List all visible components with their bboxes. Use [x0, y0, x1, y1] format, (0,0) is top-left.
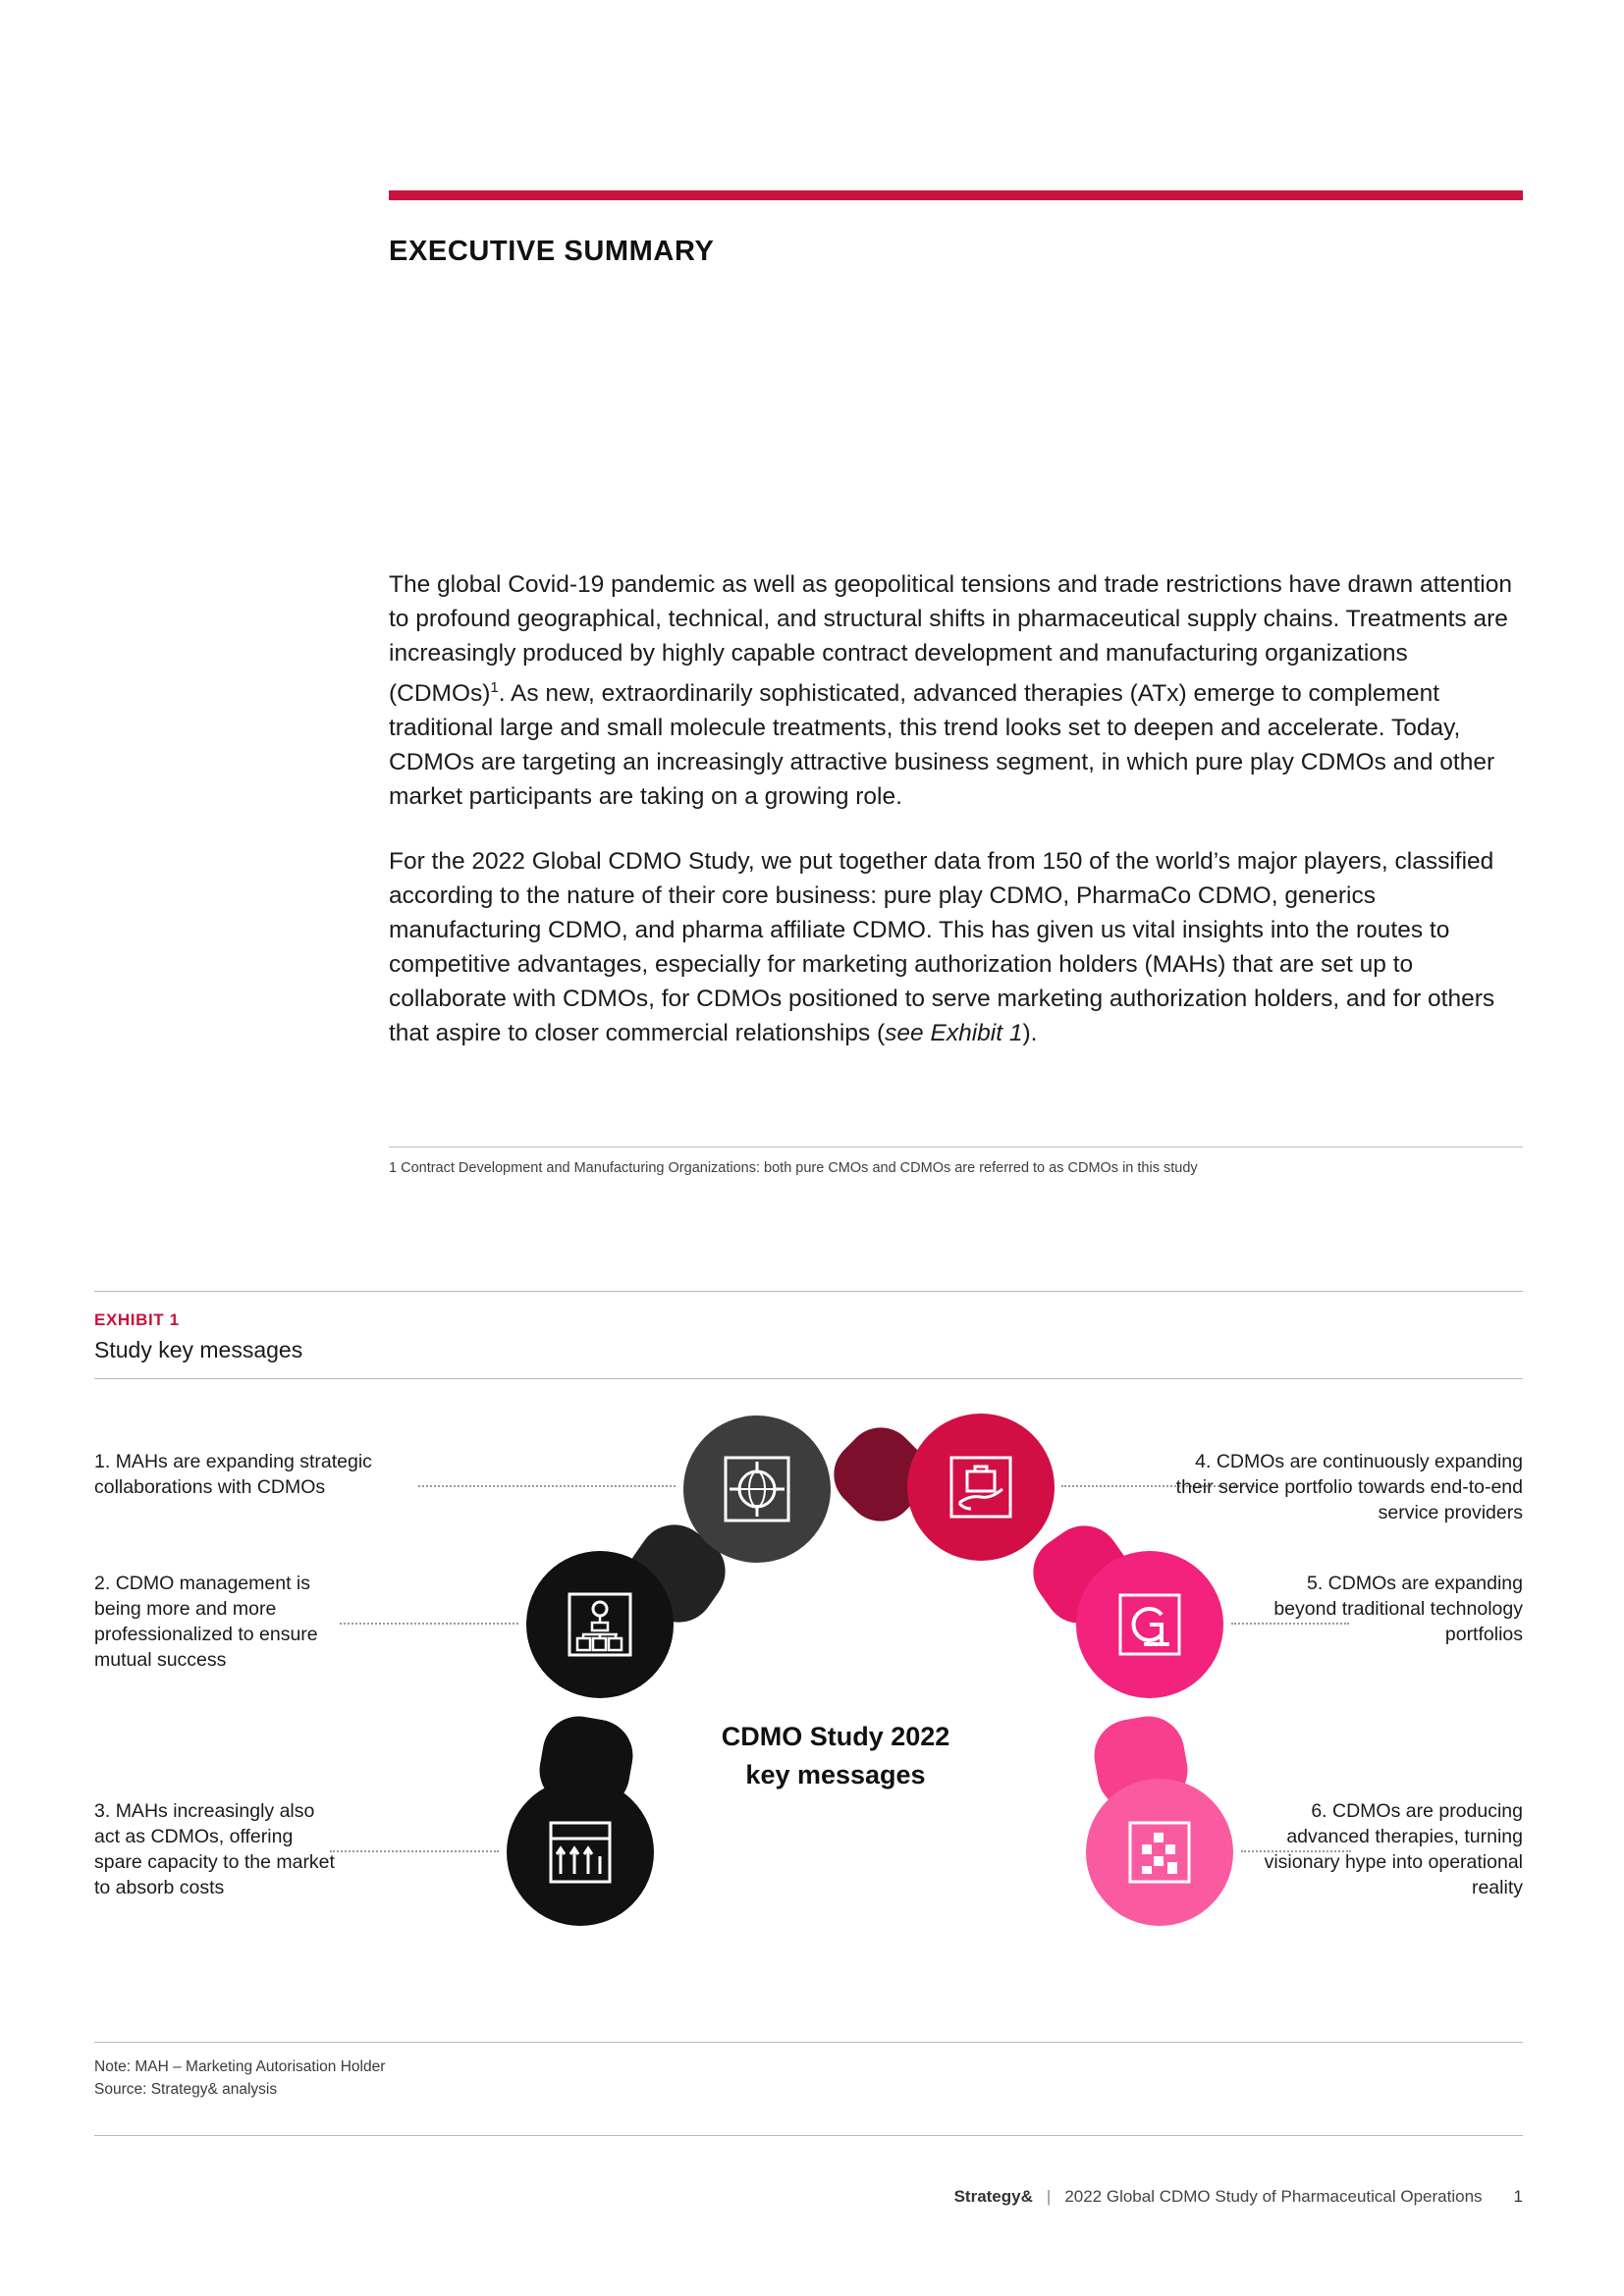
- notes-divider: [94, 2042, 1523, 2043]
- callout-6-number: 6.: [1311, 1800, 1327, 1822]
- hub-line-1: CDMO Study 2022: [721, 1722, 950, 1751]
- leader-line-3: [330, 1850, 499, 1852]
- node-2-team-management: [526, 1551, 674, 1698]
- callout-1-text: MAHs are expanding strategic collaborations with CDMOs: [94, 1451, 372, 1498]
- paragraph-2-part-1: For the 2022 Global CDMO Study, we put together data from 150 of the world’s major players, classified according to the nature of their core business: pure play CDMO, PharmaCo CDMO, generics manufacturing CDMO, and pharma affiliate CDMO. This has given us vital insights into the routes to competitive advantages, especially for marketing authorization holders (MAHs) that are set up to collaborate with CDMOs, for CDMOs positioned to serve marketing authorization holders, and for others that aspire to closer commercial relationships (: [389, 848, 1495, 1047]
- footnote-marker: 1: [490, 679, 499, 696]
- paragraph-1: [389, 567, 1523, 814]
- key-messages-diagram: [94, 1394, 1523, 2027]
- exhibit-mid-divider: [94, 1378, 1523, 1379]
- exhibit-label: EXHIBIT 1: [94, 1310, 180, 1329]
- node-5-mri-scanner: [1076, 1551, 1223, 1698]
- callout-5-number: 5.: [1306, 1573, 1324, 1594]
- exhibit-top-divider: [94, 1291, 1523, 1292]
- callout-6: [1253, 1798, 1523, 1900]
- mri-scanner-icon: [1114, 1589, 1185, 1660]
- footer-title: 2022 Global CDMO Study of Pharmaceutical Operations: [1064, 2187, 1483, 2206]
- callout-4-number: 4.: [1195, 1451, 1212, 1472]
- node-1-globe-target: [683, 1415, 831, 1563]
- footer-page-number: 1: [1513, 2187, 1523, 2206]
- callout-2-number: 2.: [94, 1573, 111, 1594]
- callout-5: [1272, 1571, 1523, 1647]
- footnote-divider: [389, 1147, 1523, 1148]
- page-footer: [954, 2187, 1523, 2207]
- paragraph-1-part-2: . As new, extraordinarily sophisticated, advanced therapies (ATx) emerge to complement traditional large and small molecule treatments, this trend looks set to deepen and accelerate. Today, CDMOs are targeting an increasingly attractive business segment, in which pure play CDMOs and other market participants are taking on a growing role.: [389, 680, 1495, 811]
- callout-6-text: CDMOs are producing advanced therapies, turning visionary hype into operational reality: [1264, 1800, 1523, 1898]
- header-accent-rule: [389, 190, 1523, 200]
- callout-3-number: 3.: [94, 1800, 111, 1822]
- footer-separator: |: [1046, 2187, 1052, 2206]
- diagram-hub-label: [659, 1718, 1012, 1794]
- footer-divider: [94, 2135, 1523, 2136]
- callout-2-text: CDMO management is being more and more professionalized to ensure mutual success: [94, 1573, 318, 1671]
- node-4-hand-briefcase: [907, 1414, 1055, 1561]
- callout-5-text: CDMOs are expanding beyond traditional technology portfolios: [1273, 1573, 1523, 1645]
- team-management-icon: [565, 1589, 635, 1660]
- hub-line-2: key messages: [745, 1760, 926, 1789]
- exhibit-source: Source: Strategy& analysis: [94, 2081, 278, 2098]
- callout-4: [1164, 1449, 1523, 1525]
- exhibit-title: Study key messages: [94, 1337, 303, 1362]
- exhibit-note: Note: MAH – Marketing Autorisation Holder: [94, 2058, 386, 2075]
- hand-briefcase-icon: [946, 1452, 1016, 1522]
- node-6-molecule-grid: [1086, 1779, 1233, 1926]
- callout-1: [94, 1449, 408, 1500]
- body-text-column: [389, 567, 1523, 1081]
- callout-2: [94, 1571, 340, 1673]
- node-3-growth-chart: [507, 1779, 654, 1926]
- leader-line-1: [418, 1485, 676, 1487]
- paragraph-1-part-1: The global Covid-19 pandemic as well as geopolitical tensions and trade restrictions have drawn attention to profound geographical, technical, and structural shifts in pharmaceutical supply chains. Treatments are increasingly produced by highly capable contract development and manufacturing organizations (CDMOs): [389, 571, 1512, 708]
- molecule-grid-icon: [1124, 1817, 1195, 1888]
- callout-4-text: CDMOs are continuously expanding their service portfolio towards end-to-end service providers: [1175, 1451, 1523, 1523]
- exhibit-notes: [94, 2056, 385, 2101]
- exhibit-reference: see Exhibit 1: [885, 1020, 1023, 1047]
- paragraph-2-part-2: ).: [1022, 1020, 1038, 1047]
- growth-chart-icon: [545, 1817, 616, 1888]
- callout-1-number: 1.: [94, 1451, 111, 1472]
- callout-3-text: MAHs increasingly also act as CDMOs, offering spare capacity to the market to absorb costs: [94, 1800, 335, 1898]
- footnote-text: 1 Contract Development and Manufacturing Organizations: both pure CMOs and CDMOs are referred to as CDMOs in this study: [389, 1160, 1198, 1176]
- footer-brand: Strategy&: [953, 2187, 1033, 2206]
- page-title: EXECUTIVE SUMMARY: [389, 236, 715, 267]
- leader-line-2: [340, 1623, 518, 1625]
- callout-3: [94, 1798, 340, 1900]
- globe-target-icon: [722, 1454, 792, 1524]
- paragraph-2: [389, 844, 1523, 1050]
